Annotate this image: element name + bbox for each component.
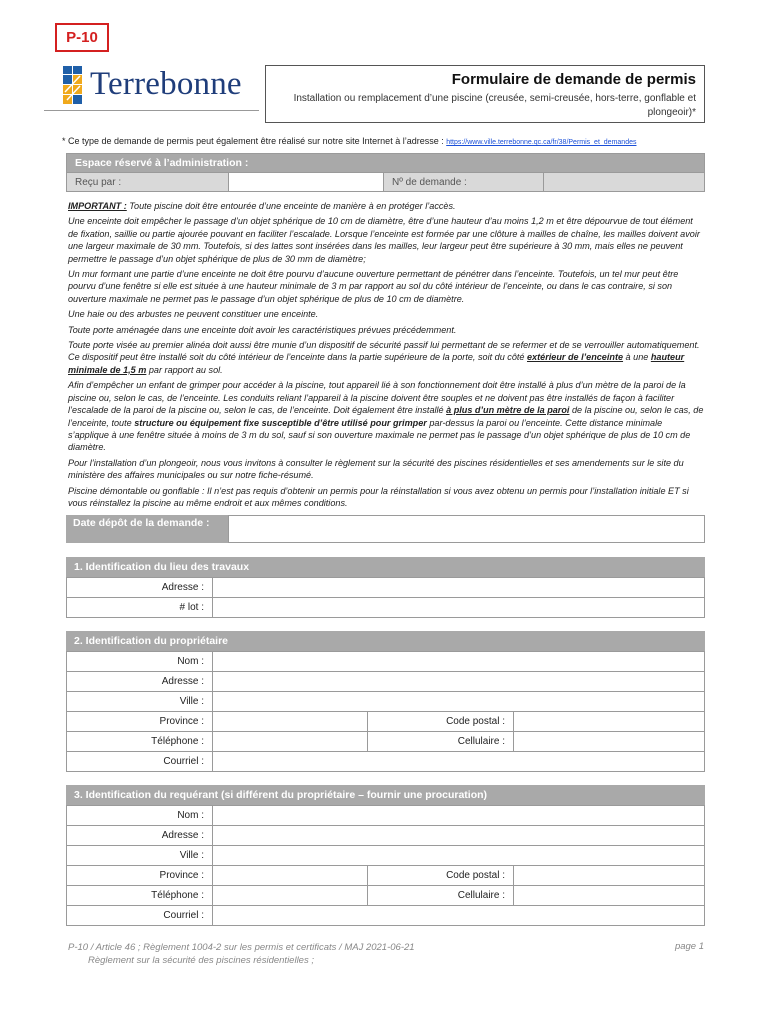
logo-divider [44,110,259,111]
rule-enceinte: Une enceinte doit empêcher le passage d’un objet sphérique de 10 cm de diamètre, être d’une hauteur d’au moins 1,2 m et être dépourvue de tout élément de fixation, saillie ou partie ajourée pouvant en faciliter l’escalade. Lorsque l’enceinte est formée par une clôture à mailles de chaîne, les mailles doivent avoir une largeur maximale de 30 mm. Toutefois, si des lattes sont insérées dans les mailles, leur largeur peut être supérieure à 30 mm, mais elles ne peuvent permettre le passage d’un objet sphérique de plus de 30 mm de diamètre; [68,216,700,264]
section3-form [66,805,705,926]
s3-nom-field[interactable] [213,806,705,826]
s2-cellulaire-label: Cellulaire : [368,732,514,752]
s2-adresse-field[interactable] [213,672,705,692]
s1-lot-label: # lot : [67,598,213,618]
s2-adresse-label: Adresse : [67,672,213,692]
rule-haie: Une haie ou des arbustes ne peuvent constituer une enceinte. [68,309,319,320]
form-subtitle: Installation ou remplacement d’une piscine (creusée, semi-creusée, hors-terre, gonflable et plongeoir)* [293,93,696,118]
s3-adresse-label: Adresse : [67,826,213,846]
s3-telephone-label: Téléphone : [67,886,213,906]
section1-header: 1. Identification du lieu des travaux [66,557,705,577]
s3-nom-label: Nom : [67,806,213,826]
s3-province-label: Province : [67,866,213,886]
s2-courriel-field[interactable] [213,752,705,772]
s1-lot-field[interactable] [213,598,705,618]
important-label: IMPORTANT : [68,201,127,211]
demande-field[interactable] [544,173,705,192]
page-number: page 1 [674,941,704,952]
s2-code-postal-label: Code postal : [368,712,514,732]
recu-label: Reçu par : [67,173,229,192]
s3-ville-field[interactable] [213,846,705,866]
rule-dispositif: Toute porte visée au premier alinéa doit aussi être munie d’un dispositif de sécurité passif lui permettant de se refermer et de se verrouiller automatiquement. Ce dispositif peut être installé soit du côté intérieur de l’enceinte dans la partie supérieure de la porte, soit du côté extérieur de l’enceinte à une hauteur minimale de 1,5 m par rapport au sol. [68,340,700,375]
rule-mur: Un mur formant une partie d’une enceinte ne doit être pourvu d’aucune ouverture permettant de pénétrer dans l’enceinte. Toutefois, un tel mur peut être pourvu d’une fenêtre si elle est située à une hauteur minimale de 3 m par rapport au sol du côté intérieur de l’enceinte, ou dans le cas contraire, si son ouverture maximale ne permet pas le passage d’un objet sphérique de plus de 10 cm de diamètre. [68,269,679,304]
s2-cellulaire-field[interactable] [514,732,705,752]
s2-nom-label: Nom : [67,652,213,672]
s1-adresse-field[interactable] [213,578,705,598]
s1-adresse-label: Adresse : [67,578,213,598]
admin-heading: Espace réservé à l’administration : [67,154,705,173]
s3-province-field[interactable] [213,866,368,886]
section2-form [66,651,705,772]
s2-ville-field[interactable] [213,692,705,712]
rule-demontable: Piscine démontable ou gonflable : Il n’est pas requis d’obtenir un permis pour la réinstallation si vous avez obtenu un permis pour l’installation initiale ET si vous réinstallez la piscine au même endroit et aux mêmes conditions. [68,485,689,508]
s3-code-postal-field[interactable] [514,866,705,886]
s3-ville-label: Ville : [67,846,213,866]
s2-nom-field[interactable] [213,652,705,672]
s2-courriel-label: Courriel : [67,752,213,772]
permits-link[interactable]: https://www.ville.terrebonne.qc.ca/fr/38/Permis_et_demandes [446,139,637,146]
rules-text [68,200,704,512]
recu-field[interactable] [229,173,384,192]
rule-appareil: Afin d’empêcher un enfant de grimper pour accéder à la piscine, tout appareil lié à son fonctionnement doit être installé à plus d’un mètre de la paroi de la piscine ou, selon le cas, de l’enceinte. Les conduits reliant l’appareil à la piscine doivent être souples et ne doivent pas être installés de façon à faciliter l’escalade de la paroi de la piscine ou, selon le cas, de l’enceinte. Doit également être installé à plus d’un mètre de la paroi de la piscine ou, selon le cas, de l’enceinte, toute structure ou équipement fixe susceptible d’être utilisé pour grimper par-dessus la paroi ou l’enceinte. Cette distance minimale s’applique à une fenêtre située à moins de 3 m du sol, sauf si son ouverture maximale ne permet pas le passage d’un objet sphérique de plus de 10 cm de diamètre. [68,380,704,453]
online-note [62,136,636,146]
s2-code-postal-field[interactable] [514,712,705,732]
footer [68,941,415,967]
s3-adresse-field[interactable] [213,826,705,846]
s3-code-postal-label: Code postal : [368,866,514,886]
online-note-text: * Ce type de demande de permis peut également être réalisé sur notre site Internet à l’adresse : [62,136,447,146]
footer-line2: Règlement sur la sécurité des piscines résidentielles ; [88,955,314,966]
footer-line1: P-10 / Article 46 ; Règlement 1004-2 sur les permis et certificats / MAJ 2021-06-21 [68,942,415,953]
s3-telephone-field[interactable] [213,886,368,906]
rule-plongeoir: Pour l’installation d’un plongeoir, nous vous invitons à consulter le règlement sur la sécurité des piscines résidentielles et ses amendements sur le site du ministère des affaires municipales ou sur notre fiche-résumé. [68,457,684,481]
date-depot-field[interactable] [228,515,705,543]
title-box [265,65,705,123]
s3-cellulaire-field[interactable] [514,886,705,906]
logo-wordmark: Terrebonne [90,66,242,102]
s3-courriel-field[interactable] [213,906,705,926]
s3-cellulaire-label: Cellulaire : [368,886,514,906]
s2-province-label: Province : [67,712,213,732]
s3-courriel-label: Courriel : [67,906,213,926]
form-code-badge: P-10 [55,23,109,52]
form-title: Formulaire de demande de permis [451,71,696,88]
s2-province-field[interactable] [213,712,368,732]
date-depot-label: Date dépôt de la demande : [66,515,228,543]
admin-section [66,153,705,192]
section2-header: 2. Identification du propriétaire [66,631,705,651]
rule-porte: Toute porte aménagée dans une enceinte doit avoir les caractéristiques prévues précédemment. [68,324,457,335]
s2-telephone-field[interactable] [213,732,368,752]
section1-form [66,577,705,618]
demande-label: Nº de demande : [384,173,544,192]
s2-telephone-label: Téléphone : [67,732,213,752]
date-depot [66,515,705,543]
important-text: Toute piscine doit être entourée d’une enceinte de manière à en protéger l’accès. [126,201,456,211]
s2-ville-label: Ville : [67,692,213,712]
section3-header: 3. Identification du requérant (si différent du propriétaire – fournir une procuration) [66,785,705,805]
